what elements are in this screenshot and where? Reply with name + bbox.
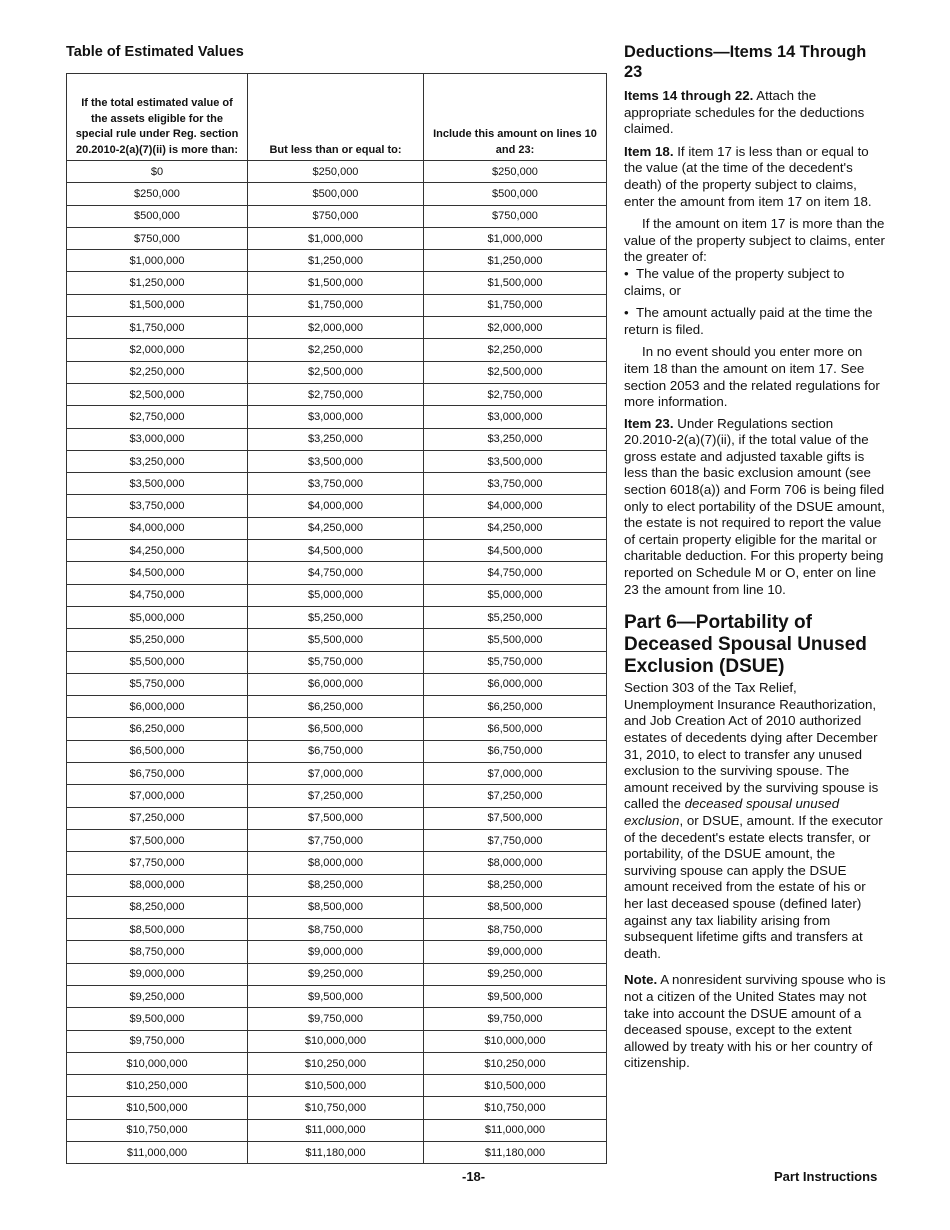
table-row	[67, 517, 607, 539]
cell-more-than: $9,500,000	[67, 1008, 248, 1030]
cell-more-than: $4,250,000	[67, 540, 248, 562]
cell-less-or-equal: $9,750,000	[248, 1008, 424, 1030]
table-row	[67, 1008, 607, 1030]
cell-less-or-equal: $250,000	[248, 161, 424, 183]
table-body	[67, 161, 607, 1164]
note-label: Note.	[624, 972, 658, 988]
cell-include-amount: $9,000,000	[424, 941, 607, 963]
table-row	[67, 919, 607, 941]
table-row	[67, 829, 607, 851]
cell-less-or-equal: $10,750,000	[248, 1097, 424, 1119]
cell-less-or-equal: $8,500,000	[248, 896, 424, 918]
cell-include-amount: $750,000	[424, 205, 607, 227]
cell-less-or-equal: $4,500,000	[248, 540, 424, 562]
table-row	[67, 1142, 607, 1164]
item-23-label: Item 23.	[624, 415, 674, 431]
table-row	[67, 1030, 607, 1052]
item-23-paragraph	[624, 416, 886, 599]
part-6-italic-term: deceased spousal unused exclusion	[624, 796, 840, 828]
table-row	[67, 963, 607, 985]
table-row	[67, 1075, 607, 1097]
table-title: Table of Estimated Values	[66, 44, 244, 60]
table-row	[67, 606, 607, 628]
cell-more-than: $2,250,000	[67, 361, 248, 383]
cell-more-than: $2,500,000	[67, 383, 248, 405]
table-row	[67, 428, 607, 450]
cell-include-amount: $8,000,000	[424, 852, 607, 874]
cell-more-than: $7,250,000	[67, 807, 248, 829]
cell-more-than: $1,750,000	[67, 317, 248, 339]
cell-more-than: $3,250,000	[67, 450, 248, 472]
cell-less-or-equal: $3,750,000	[248, 473, 424, 495]
cell-less-or-equal: $6,000,000	[248, 673, 424, 695]
cell-include-amount: $500,000	[424, 183, 607, 205]
cell-include-amount: $8,500,000	[424, 896, 607, 918]
table-row	[67, 896, 607, 918]
cell-include-amount: $250,000	[424, 161, 607, 183]
bullet-item	[624, 305, 886, 338]
cell-more-than: $8,000,000	[67, 874, 248, 896]
cell-more-than: $10,000,000	[67, 1052, 248, 1074]
cell-include-amount: $5,250,000	[424, 606, 607, 628]
cell-include-amount: $3,750,000	[424, 473, 607, 495]
cell-include-amount: $9,500,000	[424, 985, 607, 1007]
cell-more-than: $3,000,000	[67, 428, 248, 450]
cell-less-or-equal: $3,500,000	[248, 450, 424, 472]
cell-more-than: $8,500,000	[67, 919, 248, 941]
cell-include-amount: $7,000,000	[424, 763, 607, 785]
item-18-paragraph	[624, 144, 886, 210]
cell-less-or-equal: $2,000,000	[248, 317, 424, 339]
cell-less-or-equal: $10,000,000	[248, 1030, 424, 1052]
cell-include-amount: $4,500,000	[424, 540, 607, 562]
cell-more-than: $4,000,000	[67, 517, 248, 539]
cell-more-than: $6,500,000	[67, 740, 248, 762]
cell-more-than: $5,750,000	[67, 673, 248, 695]
cell-more-than: $7,000,000	[67, 785, 248, 807]
table-row	[67, 540, 607, 562]
table-header-row	[67, 74, 607, 161]
cell-include-amount: $11,180,000	[424, 1142, 607, 1164]
cell-less-or-equal: $11,000,000	[248, 1119, 424, 1141]
cell-more-than: $5,250,000	[67, 629, 248, 651]
cell-include-amount: $7,250,000	[424, 785, 607, 807]
table-row	[67, 696, 607, 718]
cell-include-amount: $4,750,000	[424, 562, 607, 584]
table-row	[67, 317, 607, 339]
cell-less-or-equal: $6,750,000	[248, 740, 424, 762]
cell-include-amount: $1,750,000	[424, 294, 607, 316]
cell-include-amount: $1,500,000	[424, 272, 607, 294]
page-number: -18-	[462, 1169, 486, 1184]
item-18-text: If item 17 is less than or equal to the value (at the time of the decedent's death) of the property subject to claims, enter the amount from item 17 on item 18.	[624, 143, 872, 209]
cell-less-or-equal: $500,000	[248, 183, 424, 205]
cell-include-amount: $10,250,000	[424, 1052, 607, 1074]
cell-include-amount: $11,000,000	[424, 1119, 607, 1141]
item-18-paragraph-2: If the amount on item 17 is more than the value of the property subject to claims, enter the greater of:	[624, 216, 885, 265]
cell-more-than: $10,750,000	[67, 1119, 248, 1141]
cell-include-amount: $1,000,000	[424, 227, 607, 249]
cell-more-than: $9,250,000	[67, 985, 248, 1007]
cell-less-or-equal: $11,180,000	[248, 1142, 424, 1164]
part-6-text-b: , or DSUE, amount. If the executor of the decedent's estate elects transfer, or portability, of the DSUE amount, the surviving spouse can apply the DSUE amount received from the estate of his or her last deceased spouse (defined later) against any tax liability arising from subsequent lifetime gifts and transfers at death.	[624, 812, 883, 961]
table-row	[67, 473, 607, 495]
header-more-than: If the total estimated value of the assets eligible for the special rule under Reg. section 20.2010-2(a)(7)(ii) is more than:	[67, 74, 248, 161]
part-6-heading: Part 6—Portability of Deceased Spousal Unused Exclusion (DSUE)	[624, 612, 867, 678]
item-18-label: Item 18.	[624, 143, 674, 159]
cell-include-amount: $4,250,000	[424, 517, 607, 539]
cell-include-amount: $6,250,000	[424, 696, 607, 718]
header-less-or-equal: But less than or equal to:	[248, 74, 424, 161]
cell-include-amount: $10,000,000	[424, 1030, 607, 1052]
cell-include-amount: $9,250,000	[424, 963, 607, 985]
table-row	[67, 673, 607, 695]
cell-less-or-equal: $8,250,000	[248, 874, 424, 896]
cell-less-or-equal: $10,250,000	[248, 1052, 424, 1074]
note-paragraph	[624, 972, 886, 1072]
table-row	[67, 1052, 607, 1074]
table-row	[67, 852, 607, 874]
footer-section-label: Part Instructions	[774, 1169, 878, 1184]
cell-more-than: $2,000,000	[67, 339, 248, 361]
cell-include-amount: $3,500,000	[424, 450, 607, 472]
cell-more-than: $4,500,000	[67, 562, 248, 584]
cell-less-or-equal: $3,250,000	[248, 428, 424, 450]
cell-more-than: $500,000	[67, 205, 248, 227]
cell-less-or-equal: $9,000,000	[248, 941, 424, 963]
cell-include-amount: $10,750,000	[424, 1097, 607, 1119]
part-6-text-a: Section 303 of the Tax Relief, Unemployment Insurance Reauthorization, and Job Creation Act of 2010 authorized estates of decedents dying after December 31, 2010, to elect to transfer any unused exclusion to the surviving spouse. The amount received by the surviving spouse is called the	[624, 680, 879, 812]
table-row	[67, 272, 607, 294]
item-23-text: Under Regulations section 20.2010-2(a)(7)(ii), if the total value of the gross estate and adjusted taxable gifts is less than the basic exclusion amount (see section 6018(a)) and Form 706 is being filed only to elect portability of the DSUE amount, the estate is not required to report the value of certain property eligible for the marital or charitable deduction. For this property being reported on Schedule M or O, enter on line 23 the amount from line 10.	[624, 415, 885, 597]
cell-more-than: $3,500,000	[67, 473, 248, 495]
table-row	[67, 807, 607, 829]
cell-include-amount: $2,250,000	[424, 339, 607, 361]
items-14-22-paragraph	[624, 88, 886, 138]
table-row	[67, 383, 607, 405]
cell-more-than: $8,250,000	[67, 896, 248, 918]
table-row	[67, 227, 607, 249]
bullet-glyph: •	[624, 305, 629, 321]
table-row	[67, 874, 607, 896]
table-row	[67, 183, 607, 205]
table-row	[67, 1097, 607, 1119]
table-row	[67, 495, 607, 517]
cell-include-amount: $8,750,000	[424, 919, 607, 941]
items-14-22-text: Attach the appropriate schedules for the deductions claimed.	[624, 88, 865, 137]
table-row	[67, 450, 607, 472]
table-row	[67, 763, 607, 785]
cell-less-or-equal: $5,750,000	[248, 651, 424, 673]
table-row	[67, 406, 607, 428]
cell-include-amount: $3,250,000	[424, 428, 607, 450]
cell-more-than: $7,750,000	[67, 852, 248, 874]
table-row	[67, 718, 607, 740]
cell-less-or-equal: $10,500,000	[248, 1075, 424, 1097]
cell-less-or-equal: $5,000,000	[248, 584, 424, 606]
cell-more-than: $3,750,000	[67, 495, 248, 517]
items-14-22-label: Items 14 through 22.	[624, 88, 754, 103]
cell-less-or-equal: $9,250,000	[248, 963, 424, 985]
cell-more-than: $9,750,000	[67, 1030, 248, 1052]
cell-include-amount: $2,000,000	[424, 317, 607, 339]
cell-less-or-equal: $7,000,000	[248, 763, 424, 785]
note-text: A nonresident surviving spouse who is not a citizen of the United States may not take into account the DSUE amount of a deceased spouse, except to the extent allowed by treaty with his or her country of citizenship.	[624, 972, 886, 1071]
cell-less-or-equal: $5,250,000	[248, 606, 424, 628]
table-row	[67, 985, 607, 1007]
table-row	[67, 562, 607, 584]
cell-more-than: $0	[67, 161, 248, 183]
cell-less-or-equal: $5,500,000	[248, 629, 424, 651]
table-row	[67, 629, 607, 651]
cell-less-or-equal: $2,750,000	[248, 383, 424, 405]
cell-less-or-equal: $7,500,000	[248, 807, 424, 829]
cell-include-amount: $7,750,000	[424, 829, 607, 851]
table-row	[67, 1119, 607, 1141]
right-column	[624, 42, 886, 1078]
cell-include-amount: $3,000,000	[424, 406, 607, 428]
cell-include-amount: $4,000,000	[424, 495, 607, 517]
estimated-values-table	[66, 73, 607, 1164]
cell-more-than: $750,000	[67, 227, 248, 249]
cell-include-amount: $5,500,000	[424, 629, 607, 651]
deductions-heading: Deductions—Items 14 Through 23	[624, 43, 867, 81]
cell-include-amount: $10,500,000	[424, 1075, 607, 1097]
cell-more-than: $9,000,000	[67, 963, 248, 985]
cell-less-or-equal: $4,750,000	[248, 562, 424, 584]
cell-include-amount: $8,250,000	[424, 874, 607, 896]
table-row	[67, 161, 607, 183]
cell-less-or-equal: $8,000,000	[248, 852, 424, 874]
cell-less-or-equal: $3,000,000	[248, 406, 424, 428]
cell-less-or-equal: $2,500,000	[248, 361, 424, 383]
cell-include-amount: $6,750,000	[424, 740, 607, 762]
cell-include-amount: $5,000,000	[424, 584, 607, 606]
cell-more-than: $6,000,000	[67, 696, 248, 718]
cell-less-or-equal: $6,250,000	[248, 696, 424, 718]
cell-less-or-equal: $750,000	[248, 205, 424, 227]
table-row	[67, 250, 607, 272]
cell-less-or-equal: $1,250,000	[248, 250, 424, 272]
cell-include-amount: $9,750,000	[424, 1008, 607, 1030]
cell-less-or-equal: $7,250,000	[248, 785, 424, 807]
cell-include-amount: $2,750,000	[424, 383, 607, 405]
table-row	[67, 740, 607, 762]
cell-more-than: $250,000	[67, 183, 248, 205]
cell-less-or-equal: $9,500,000	[248, 985, 424, 1007]
cell-less-or-equal: $8,750,000	[248, 919, 424, 941]
cell-more-than: $5,500,000	[67, 651, 248, 673]
table-row	[67, 941, 607, 963]
table-row	[67, 339, 607, 361]
table-row	[67, 584, 607, 606]
cell-more-than: $10,250,000	[67, 1075, 248, 1097]
cell-more-than: $1,500,000	[67, 294, 248, 316]
bullet-text: The amount actually paid at the time the return is filed.	[624, 305, 873, 337]
cell-include-amount: $6,500,000	[424, 718, 607, 740]
cell-include-amount: $5,750,000	[424, 651, 607, 673]
cell-more-than: $5,000,000	[67, 606, 248, 628]
cell-include-amount: $6,000,000	[424, 673, 607, 695]
cell-more-than: $1,000,000	[67, 250, 248, 272]
cell-more-than: $11,000,000	[67, 1142, 248, 1164]
item-18-paragraph-3: In no event should you enter more on item 18 than the amount on item 17. See section 2053 and the related regulations for more information.	[624, 344, 880, 410]
part-6-paragraph	[624, 680, 886, 962]
bullet-text: The value of the property subject to claims, or	[624, 265, 845, 298]
table-row	[67, 294, 607, 316]
cell-more-than: $7,500,000	[67, 829, 248, 851]
cell-less-or-equal: $4,000,000	[248, 495, 424, 517]
cell-more-than: $6,750,000	[67, 763, 248, 785]
cell-more-than: $6,250,000	[67, 718, 248, 740]
table-row	[67, 205, 607, 227]
bullet-item	[624, 266, 886, 299]
header-include-amount: Include this amount on lines 10 and 23:	[424, 74, 607, 161]
cell-less-or-equal: $1,750,000	[248, 294, 424, 316]
cell-more-than: $4,750,000	[67, 584, 248, 606]
cell-less-or-equal: $2,250,000	[248, 339, 424, 361]
cell-include-amount: $7,500,000	[424, 807, 607, 829]
bullet-glyph: •	[624, 265, 629, 281]
cell-less-or-equal: $6,500,000	[248, 718, 424, 740]
cell-more-than: $10,500,000	[67, 1097, 248, 1119]
table-row	[67, 785, 607, 807]
cell-less-or-equal: $4,250,000	[248, 517, 424, 539]
cell-less-or-equal: $7,750,000	[248, 829, 424, 851]
cell-less-or-equal: $1,500,000	[248, 272, 424, 294]
cell-more-than: $8,750,000	[67, 941, 248, 963]
cell-include-amount: $2,500,000	[424, 361, 607, 383]
cell-more-than: $1,250,000	[67, 272, 248, 294]
table-row	[67, 651, 607, 673]
cell-less-or-equal: $1,000,000	[248, 227, 424, 249]
cell-include-amount: $1,250,000	[424, 250, 607, 272]
cell-more-than: $2,750,000	[67, 406, 248, 428]
table-row	[67, 361, 607, 383]
